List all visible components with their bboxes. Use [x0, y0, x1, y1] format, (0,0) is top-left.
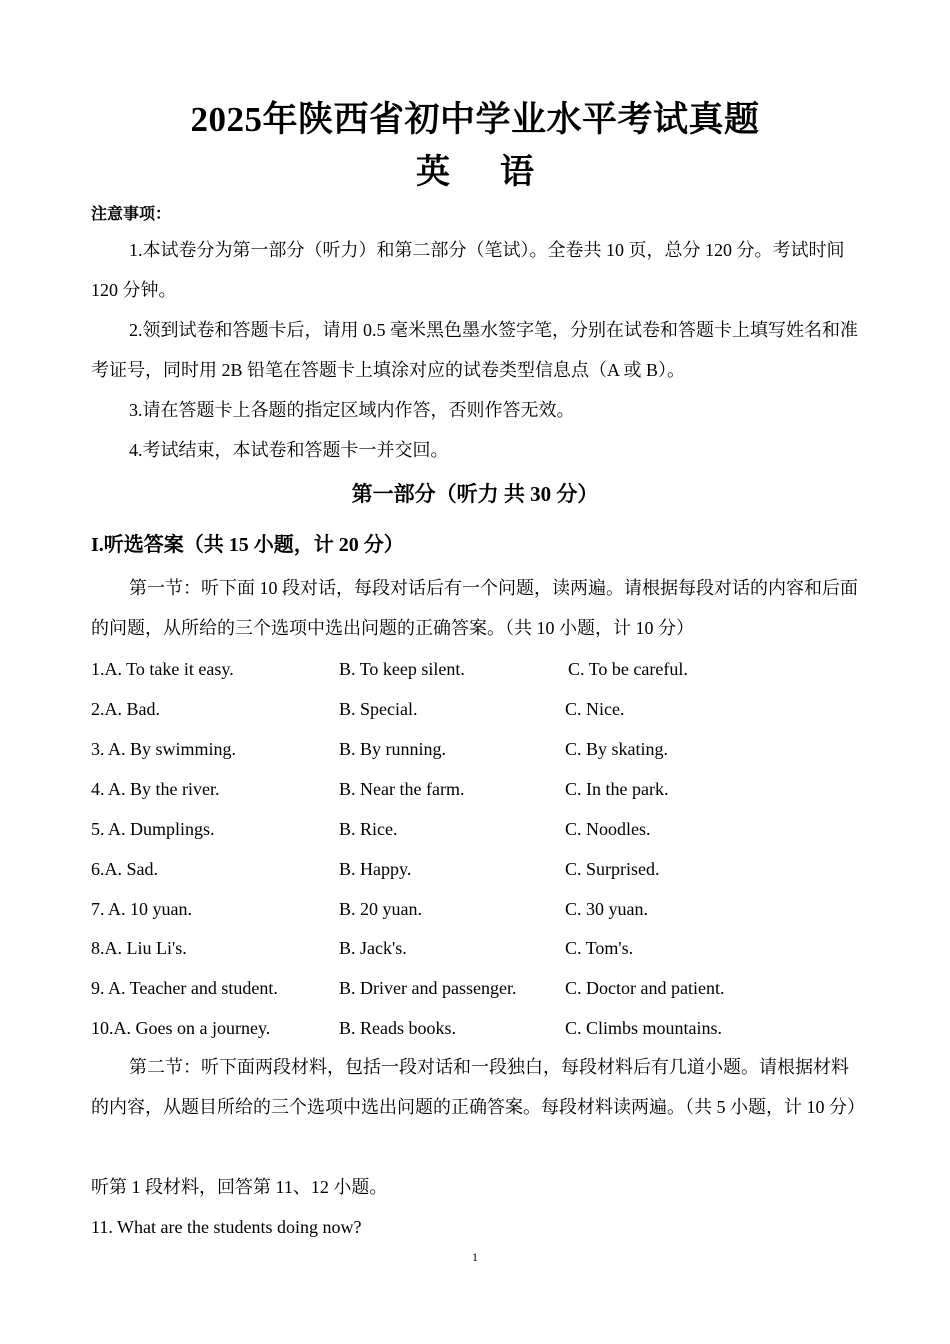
subject-char: 英	[416, 154, 450, 191]
option-a: 7. A. 10 yuan.	[91, 899, 192, 919]
option-c: C. Noodles.	[565, 819, 651, 839]
option-a: 3. A. By swimming.	[91, 739, 237, 759]
option-c: C. Surprised.	[565, 859, 660, 879]
option-c: C. Nice.	[565, 699, 625, 719]
option-a: 2.A. Bad.	[91, 699, 160, 719]
option-a: 8.A. Liu Li's.	[91, 938, 187, 958]
question-row	[91, 968, 871, 1008]
option-c: C. 30 yuan.	[565, 899, 648, 919]
option-c: C. Doctor and patient.	[565, 978, 725, 998]
option-a: 6.A. Sad.	[91, 859, 158, 879]
question-text: 11. What are the students doing now?	[91, 1217, 362, 1237]
question-row	[91, 889, 871, 929]
question-row	[91, 1008, 871, 1048]
part-heading: I.听选答案（共 15 小题，计 20 分）	[91, 534, 404, 556]
option-b: B. Happy.	[339, 859, 412, 879]
question-row	[91, 769, 871, 809]
question-row	[91, 729, 871, 769]
page-number: 1	[472, 1250, 478, 1264]
question-row	[91, 649, 871, 689]
option-c: C. To be careful.	[568, 659, 688, 679]
option-c: C. In the park.	[565, 779, 669, 799]
option-c: C. Climbs mountains.	[565, 1018, 723, 1038]
question-row	[91, 849, 871, 889]
option-a: 4. A. By the river.	[91, 779, 220, 799]
option-b: B. Jack's.	[339, 938, 407, 958]
question-row	[91, 809, 871, 849]
section1-intro: 第一节：听下面 10 段对话，每段对话后有一个问题，读两遍。请根据每段对话的内容和后面的问题，从所给的三个选项中选出问题的正确答案。（共 10 小题，计 10 分）	[91, 578, 858, 638]
notice-item: 3.请在答题卡上各题的指定区域内作答，否则作答无效。	[129, 400, 575, 420]
section2-intro: 第二节：听下面两段材料，包括一段对话和一段独白，每段材料后有几道小题。请根据材料的内容，从题目所给的三个选项中选出问题的正确答案。每段材料读两遍。（共 5 小题，计 10 分）	[91, 1057, 865, 1117]
question-row	[91, 689, 871, 729]
option-a: 1.A. To take it easy.	[91, 659, 234, 679]
option-c: C. Tom's.	[565, 938, 634, 958]
section-title: 第一部分（听力 共 30 分）	[351, 482, 599, 506]
option-b: B. Near the farm.	[339, 779, 465, 799]
option-b: B. Special.	[339, 699, 418, 719]
material-instruction: 听第 1 段材料，回答第 11、12 小题。	[91, 1177, 388, 1197]
option-b: B. By running.	[339, 739, 447, 759]
notice-item: 1.本试卷分为第一部分（听力）和第二部分（笔试）。全卷共 10 页，总分 120 分。考试时间 120 分钟。	[91, 240, 845, 300]
notice-item: 4.考试结束，本试卷和答题卡一并交回。	[129, 440, 449, 460]
question-row	[91, 928, 871, 968]
option-a: 9. A. Teacher and student.	[91, 978, 278, 998]
option-b: B. To keep silent.	[339, 659, 465, 679]
subject-title	[0, 144, 950, 193]
subject-char: 语	[500, 154, 534, 191]
option-b: B. Driver and passenger.	[339, 978, 517, 998]
notice-heading: 注意事项：	[91, 206, 172, 223]
option-b: B. Reads books.	[339, 1018, 456, 1038]
notice-item: 2.领到试卷和答题卡后，请用 0.5 毫米黑色墨水签字笔，分别在试卷和答题卡上填写姓名和准考证号，同时用 2B 铅笔在答题卡上填涂对应的试卷类型信息点（A 或 B）。	[91, 320, 858, 380]
option-c: C. By skating.	[565, 739, 669, 759]
option-b: B. 20 yuan.	[339, 899, 422, 919]
page-title: 2025年陕西省初中学业水平考试真题	[190, 100, 760, 139]
option-b: B. Rice.	[339, 819, 398, 839]
option-a: 10.A. Goes on a journey.	[91, 1018, 271, 1038]
option-a: 5. A. Dumplings.	[91, 819, 215, 839]
